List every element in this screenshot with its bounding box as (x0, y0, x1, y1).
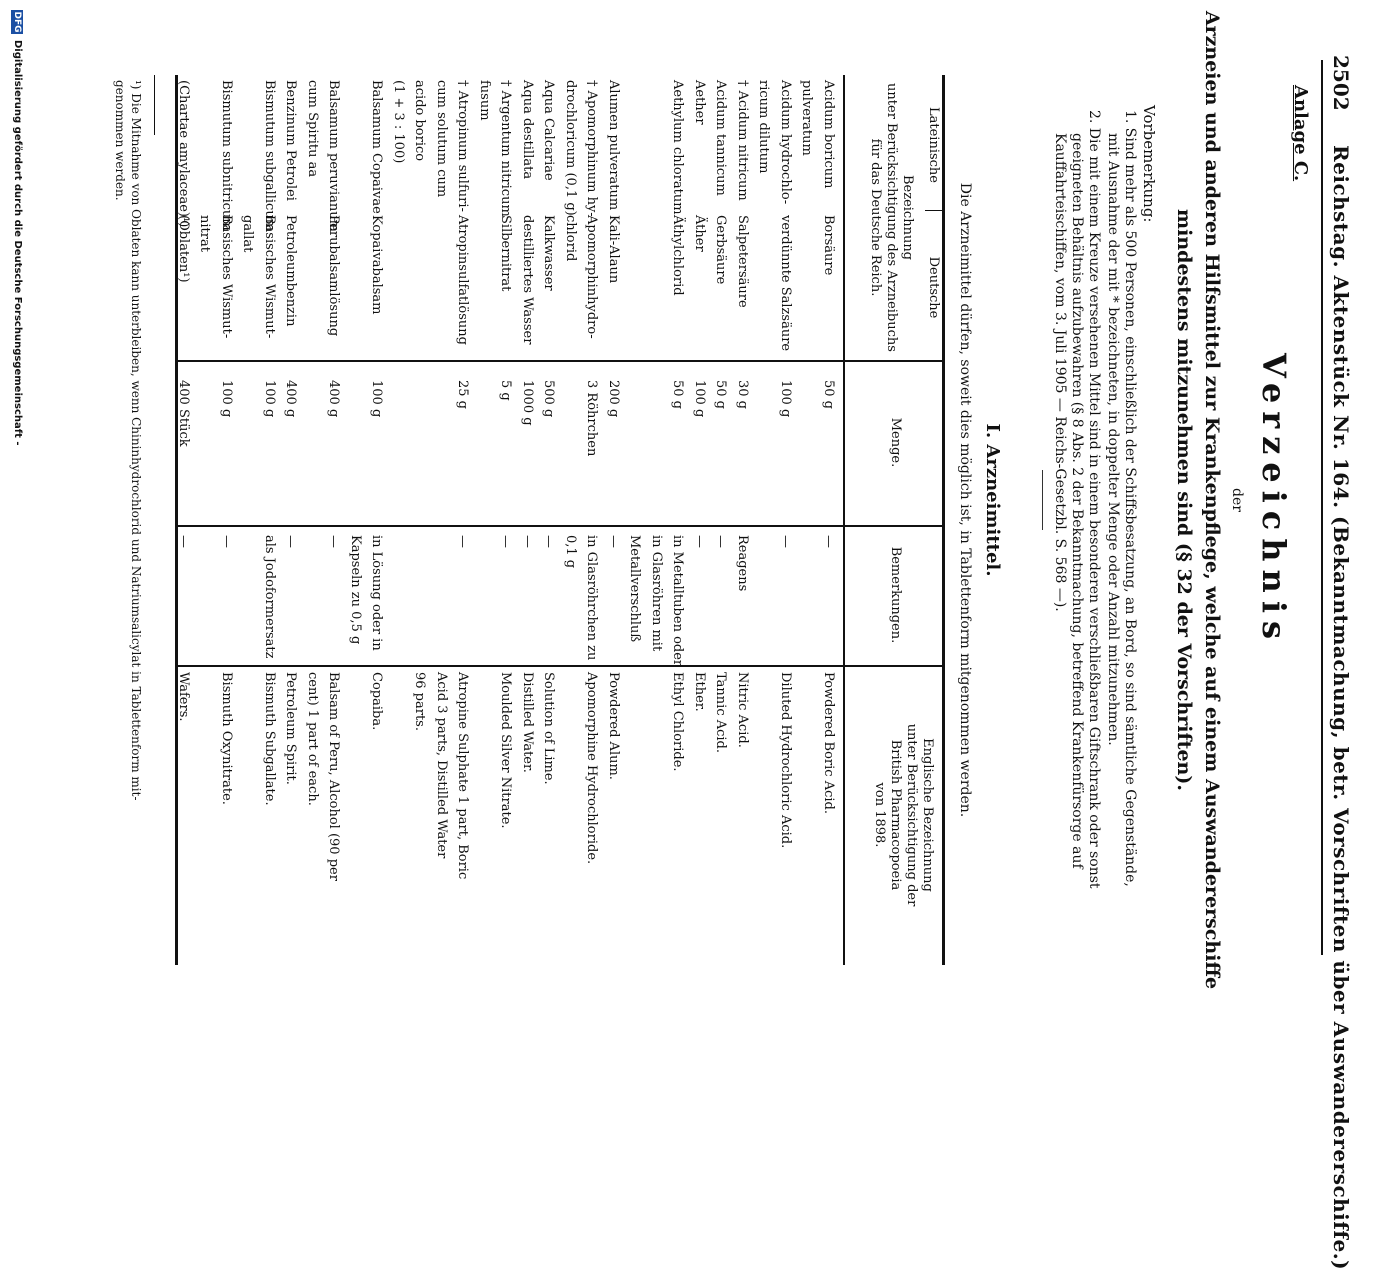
preliminary-note-heading: Vorbemerkung: (1140, 105, 1158, 223)
table-cell-bem: Metallverschluß (627, 535, 643, 643)
preliminary-note-1-cont: mit Ausnahme der mit * bezeichneten, in doppelter Menge oder Anzahl mitzunehmen. (1105, 133, 1121, 746)
table-cell-men: 400 Stück (176, 380, 191, 447)
table-cell-bem: Reagens (735, 535, 750, 592)
table-cell-eng: Petroleum Spirit. (283, 672, 299, 785)
table-cell-deu: Atropinsulfatlösung (455, 215, 471, 345)
table-cell-deu: Basisches Wismut- (262, 215, 277, 339)
table-cell-lat: fusum (477, 80, 492, 121)
dfg-logo: DFG (12, 11, 22, 33)
table-cell-eng: Wafers. (176, 672, 191, 722)
table-cell-deu: Kalkwasser (541, 215, 557, 291)
section-subtext: Die Arzneimittel dürfen, soweit dies möglich ist, in Tablettenform mitgenommen werden. (957, 182, 973, 818)
table-cell-deu: gallat (240, 215, 256, 253)
title-connector: der (1229, 488, 1245, 512)
table-cell-men: 100 g (692, 380, 707, 418)
separator (1042, 470, 1043, 530)
table-cell-lat: Acidum hydrochlo- (778, 80, 793, 205)
table-cell-eng: Atropine Sulphate 1 part, Boric (455, 672, 471, 880)
table-cell-lat: † Atropinum sulfuri- (455, 80, 471, 212)
header-quantity: Menge. (888, 417, 903, 468)
appendix-label: Anlage C. (1290, 85, 1311, 182)
header-latin: Lateinische (926, 106, 941, 183)
table-cell-eng: Moulded Silver Nitrate. (498, 672, 514, 829)
table-cell-lat: cum Spiritu aa (305, 80, 320, 178)
column-divider (178, 525, 943, 527)
table-cell-deu: Petroleumbenzin (283, 215, 299, 327)
table-cell-men: 100 g (262, 380, 277, 418)
preliminary-note-2-cont2: Kauffahrteischiffen, vom 3. Juli 1905 — Reichs-Gesetzbl. S. 568 —). (1052, 133, 1068, 612)
header-remarks: Bemerkungen. (888, 546, 903, 644)
table-cell-eng: 96 parts. (412, 672, 428, 731)
table-cell-lat: † Apomorphinum hy- (584, 80, 600, 217)
table-cell-deu: nitrat (197, 215, 213, 252)
page-number: 2502 (1329, 55, 1353, 111)
header-designation-3: für das Deutsche Reich. (868, 138, 883, 297)
table-header-rule (843, 75, 845, 965)
table-cell-lat: (Chartae amylaceae)¹) (176, 80, 191, 228)
document-title: Verzeichnis (1255, 353, 1293, 647)
table-cell-bem: — (821, 535, 836, 548)
header-designation-2: unter Berücksichtigung des Arzneibuchs (884, 83, 899, 352)
table-cell-eng: Nitric Acid. (735, 672, 750, 748)
table-cell-lat: Aether (692, 80, 707, 125)
table-cell-deu: chlorid (563, 215, 578, 262)
footnote: ¹) Die Mitnahme von Oblaten kann unterbleiben, wenn Chininhydrochlorid und Natriumsalicylat in Tablettenform mit- (129, 80, 143, 801)
table-cell-men: 100 g (369, 380, 385, 418)
table-cell-eng: Ether. (692, 672, 707, 712)
table-cell-deu: Basisches Wismut- (219, 215, 234, 339)
table-cell-men: 50 g (821, 380, 836, 409)
table-cell-deu: Kopaivabalsam (369, 215, 385, 315)
table-cell-lat: Acidum tannicum (713, 80, 729, 196)
table-cell-bem: in Glasröhrchen zu (584, 535, 600, 661)
table-cell-deu: Salpetersäure (735, 215, 750, 308)
table-cell-deu: Silbernitrat (498, 215, 514, 292)
table-cell-men: 3 Röhrchen (584, 380, 600, 457)
table-cell-lat: † Argentum nitricum (498, 80, 514, 217)
table-cell-bem: in Metalltuben oder (670, 535, 686, 667)
table-cell-men: 100 g (219, 380, 234, 418)
table-cell-bem: — (778, 535, 793, 548)
header-english-4: von 1898. (872, 782, 887, 848)
table-cell-eng: Solution of Lime. (541, 672, 557, 785)
table-cell-lat: † Acidum nitricum (735, 80, 750, 201)
table-cell-eng: Diluted Hydrochloric Acid. (778, 672, 793, 849)
preliminary-note-1: 1. Sind mehr als 500 Personen, einschließlich der Schiffsbesatzung, an Bord, so sind sämtliche Gegenstände, (1122, 110, 1138, 887)
column-divider (178, 665, 943, 667)
table-cell-bem: — (326, 535, 342, 548)
table-cell-eng: Bismuth Oxynitrate. (219, 672, 234, 805)
table-cell-deu: Äther (692, 215, 707, 252)
preliminary-note-2: 2. Die mit einem Kreuze versehenen Mittel sind in einem besonderen verschließbaren Giftschrank oder sonst (1086, 110, 1102, 889)
header-english-1: Englische Bezeichnung (920, 738, 935, 892)
table-cell-men: 400 g (326, 380, 342, 418)
table-cell-lat: Acidum boricum (821, 80, 836, 189)
table-cell-lat: Balsamum Copaivae (369, 80, 385, 214)
table-cell-lat: (1 + 3 : 100) (391, 80, 406, 164)
table-cell-eng: Tannic Acid. (713, 672, 729, 754)
table-cell-deu: verdünnte Salzsäure (778, 215, 793, 352)
table-cell-lat: Aethylum chloratum (670, 80, 686, 215)
table-cell-eng: Powdered Alum. (606, 672, 621, 780)
table-cell-men: 400 g (283, 380, 299, 418)
table-cell-men: 50 g (670, 380, 686, 409)
table-cell-men: 200 g (606, 380, 621, 418)
table-cell-bem: als Jodoformersatz (262, 535, 277, 659)
header-rule (1321, 60, 1323, 955)
table-cell-eng: Copaiba. (369, 672, 385, 731)
table-cell-men: 500 g (541, 380, 557, 418)
table-cell-bem: — (176, 535, 191, 548)
table-cell-lat: Aqua Calcariae (541, 80, 557, 181)
table-cell-eng: Powdered Boric Acid. (821, 672, 836, 814)
preliminary-note-2-cont: geeigneten Behältnis aufzubewahren (§ 8 Abs. 2 der Bekanntmachung, betreffend Krankenfürsorge auf (1069, 133, 1085, 869)
running-header: Reichstag. Aktenstück Nr. 164. (Bekanntmachung, betr. Vorschriften über Auswandererschiffe.) (1329, 145, 1353, 1270)
table-cell-eng: Distilled Water. (520, 672, 535, 773)
footnote-cont: genommen werden. (113, 80, 127, 201)
table-cell-men: 50 g (713, 380, 729, 409)
table-cell-deu: Kali-Alaun (606, 215, 621, 284)
table-cell-eng: Acid 3 parts, Distilled Water (434, 672, 449, 859)
section-heading: I. Arzneimittel. (982, 423, 1003, 577)
table-cell-lat: Bismutum subnitricum (219, 80, 234, 231)
table-cell-lat: Aqua destillata (520, 80, 535, 180)
table-cell-eng: Bismuth Subgallate. (262, 672, 277, 806)
table-cell-bem: — (219, 535, 234, 548)
table-cell-eng: Balsam of Peru, Alcohol (90 per (326, 672, 342, 881)
table-cell-deu: Äthylchlorid (670, 215, 686, 296)
table-cell-lat: drochloricum (0,1 g) (563, 80, 578, 216)
table-cell-lat: pulveratum (799, 80, 815, 156)
footnote-rule (154, 75, 155, 135)
table-cell-eng: Ethyl Chloride. (670, 672, 686, 772)
table-cell-deu: Gerbsäure (713, 215, 729, 285)
table-cell-lat: Bismutum subgallicum (262, 80, 277, 232)
table-cell-lat: acido borico (412, 80, 428, 162)
table-cell-bem: in Glasröhren mit (649, 535, 664, 652)
table-cell-men: 1000 g (520, 380, 535, 426)
digitization-credit: Digitalisierung gefördert durch die Deutsche Forschungsgemeinschaft - (12, 40, 23, 446)
table-cell-bem: — (713, 535, 729, 548)
table-cell-bem: — (498, 535, 514, 548)
table-cell-men: 25 g (455, 380, 471, 409)
header-designation: Bezeichnung (900, 174, 915, 261)
table-cell-bem: — (283, 535, 299, 548)
table-cell-bem: — (606, 535, 621, 548)
table-cell-deu: Apomorphinhydro- (584, 215, 600, 339)
table-cell-men: 100 g (778, 380, 793, 418)
table-cell-bem: — (520, 535, 535, 548)
table-cell-lat: Benzinum Petrolei (283, 80, 299, 201)
header-english-3: British Pharmacopoeia (888, 739, 903, 891)
table-cell-bem: — (692, 535, 707, 548)
table-cell-eng: cent) 1 part of each. (305, 672, 320, 806)
table-cell-bem: in Lösung oder in (369, 535, 385, 651)
table-cell-bem: 0,1 g (563, 535, 578, 569)
table-cell-bem: — (455, 535, 471, 548)
table-cell-deu: (Oblaten¹) (176, 215, 191, 283)
table-cell-men: 30 g (735, 380, 750, 409)
table-cell-men: 5 g (498, 380, 514, 401)
table-cell-bem: — (541, 535, 557, 548)
table-top-rule (942, 75, 945, 965)
table-cell-eng: Apomorphine Hydrochloride. (584, 672, 600, 865)
table-cell-lat: Balsamum peruvianum (326, 80, 342, 232)
table-cell-lat: Alumen pulveratum (606, 80, 621, 211)
subtitle-line-2: mindestens mitzunehmen sind (§ 32 der Vorschriften). (1173, 209, 1195, 791)
column-divider (178, 360, 943, 362)
table-cell-bem: Kapseln zu 0,5 g (348, 535, 363, 645)
header-english-2: unter Berücksichtigung der (904, 723, 919, 907)
subtitle-line-1: Arzneien und anderen Hilfsmittel zur Krankenpflege, welche auf einem Auswandererschiffe (1201, 10, 1223, 990)
table-cell-deu: Borsäure (821, 215, 836, 276)
table-cell-lat: ricum dilutum (756, 80, 772, 174)
table-cell-deu: destilliertes Wasser (520, 215, 535, 345)
header-german: Deutsche (926, 256, 941, 319)
table-cell-lat: cum solutum cum (434, 80, 449, 198)
table-cell-deu: Perubalsamlösung (326, 215, 342, 337)
